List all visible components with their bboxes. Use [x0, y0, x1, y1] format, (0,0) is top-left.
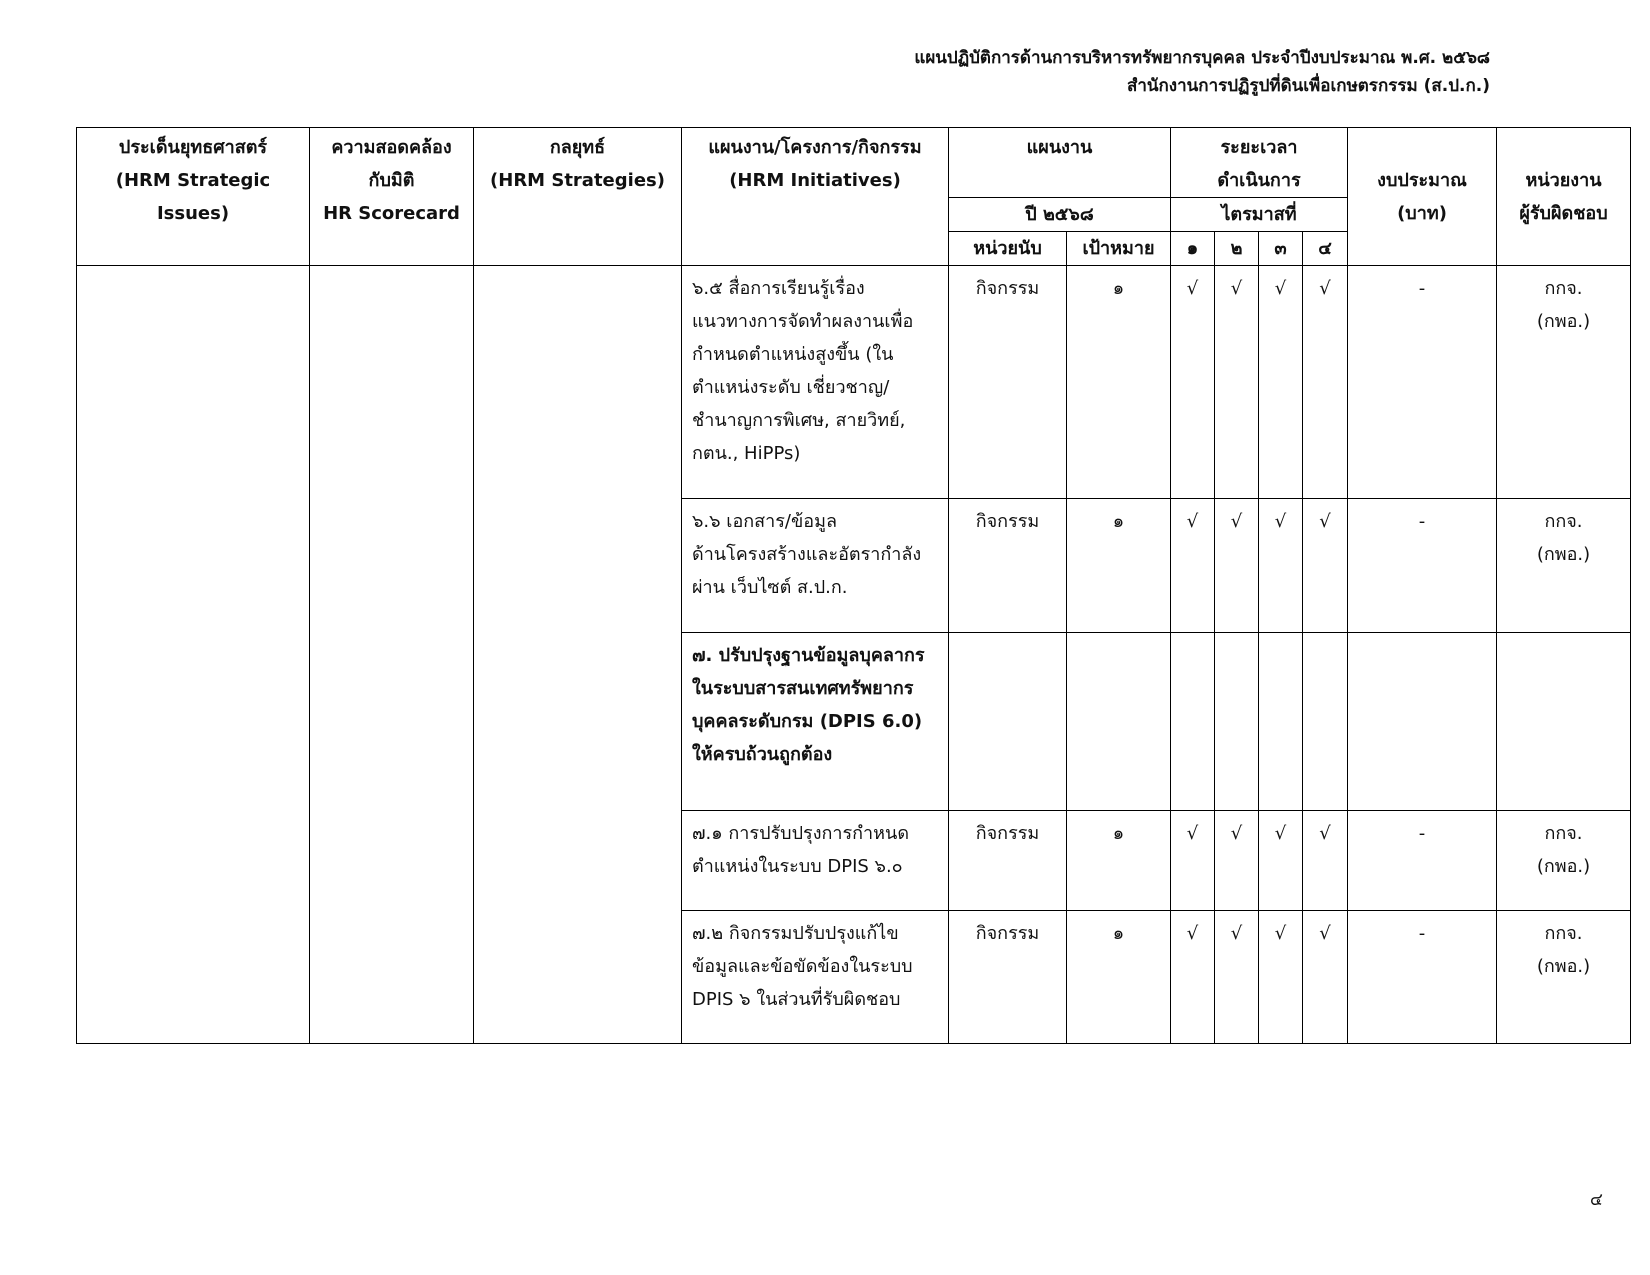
q1-check: [1171, 633, 1215, 811]
responsible-cell: กกจ. (กพอ.): [1497, 911, 1631, 1044]
target-cell: ๑: [1067, 266, 1171, 499]
q4-check: √: [1303, 911, 1348, 1044]
activity-heading-cell: ๗. ปรับปรุงฐานข้อมูลบุคลากร ในระบบสารสนเทศทรัพยากร บุคคลระดับกรม (DPIS 6.0) ให้ครบถ้วนถูกต้อง: [682, 633, 949, 811]
budget-cell: -: [1348, 499, 1497, 633]
q3-check: √: [1259, 499, 1303, 633]
q2-check: [1215, 633, 1259, 811]
unit-cell: กิจกรรม: [949, 811, 1067, 911]
q2-check: √: [1215, 911, 1259, 1044]
unit-cell: กิจกรรม: [949, 499, 1067, 633]
report-title: แผนปฏิบัติการด้านการบริหารทรัพยากรบุคคล ประจำปีงบประมาณ พ.ศ. ๒๕๖๘: [914, 48, 1490, 68]
responsible-cell: กกจ. (กพอ.): [1497, 811, 1631, 911]
q1-check: √: [1171, 266, 1215, 499]
header-budget: งบประมาณ (บาท): [1348, 128, 1497, 266]
q4-check: √: [1303, 811, 1348, 911]
target-cell: [1067, 633, 1171, 811]
page-number: ๔: [1590, 1190, 1603, 1210]
header-quarter: ไตรมาสที่: [1171, 198, 1348, 232]
strategy-cell: [474, 266, 682, 1044]
target-cell: ๑: [1067, 811, 1171, 911]
responsible-cell: กกจ. (กพอ.): [1497, 266, 1631, 499]
header-q2: ๒: [1215, 232, 1259, 266]
target-cell: ๑: [1067, 499, 1171, 633]
header-q4: ๔: [1303, 232, 1348, 266]
budget-cell: -: [1348, 811, 1497, 911]
header-target: เป้าหมาย: [1067, 232, 1171, 266]
q3-check: [1259, 633, 1303, 811]
target-cell: ๑: [1067, 911, 1171, 1044]
q2-check: √: [1215, 811, 1259, 911]
q4-check: √: [1303, 499, 1348, 633]
budget-cell: -: [1348, 266, 1497, 499]
responsible-cell: กกจ. (กพอ.): [1497, 499, 1631, 633]
q2-check: √: [1215, 266, 1259, 499]
header-plan: แผนงาน: [949, 128, 1171, 198]
header-q1: ๑: [1171, 232, 1215, 266]
table-row: [77, 266, 1631, 499]
header-hr-scorecard: ความสอดคล้อง กับมิติ HR Scorecard: [310, 128, 474, 266]
activity-cell: ๗.๑ การปรับปรุงการกำหนด ตำแหน่งในระบบ DPIS ๖.๐: [682, 811, 949, 911]
hrm-plan-table: [76, 127, 1631, 1044]
hr-scorecard-cell: [310, 266, 474, 1044]
q4-check: [1303, 633, 1348, 811]
strategic-issue-cell: [77, 266, 310, 1044]
q2-check: √: [1215, 499, 1259, 633]
q3-check: √: [1259, 266, 1303, 499]
header-strategic-issues: ประเด็นยุทธศาสตร์ (HRM Strategic Issues): [77, 128, 310, 266]
header-q3: ๓: [1259, 232, 1303, 266]
q3-check: √: [1259, 811, 1303, 911]
agency-name: สำนักงานการปฏิรูปที่ดินเพื่อเกษตรกรรม (ส.ป.ก.): [1126, 76, 1490, 96]
budget-cell: -: [1348, 911, 1497, 1044]
responsible-cell: [1497, 633, 1631, 811]
q4-check: √: [1303, 266, 1348, 499]
header-year: ปี ๒๕๖๘: [949, 198, 1171, 232]
unit-cell: [949, 633, 1067, 811]
activity-cell: ๖.๕ สื่อการเรียนรู้เรื่อง แนวทางการจัดทำผลงานเพื่อ กำหนดตำแหน่งสูงขึ้น (ใน ตำแหน่งระดับ เชี่ยวชาญ/ ชำนาญการพิเศษ, สายวิทย์, กตน., HiPPs): [682, 266, 949, 499]
unit-cell: กิจกรรม: [949, 911, 1067, 1044]
header-responsible: หน่วยงาน ผู้รับผิดชอบ: [1497, 128, 1631, 266]
header-strategies: กลยุทธ์ (HRM Strategies): [474, 128, 682, 266]
q1-check: √: [1171, 811, 1215, 911]
budget-cell: [1348, 633, 1497, 811]
header-initiatives: แผนงาน/โครงการ/กิจกรรม (HRM Initiatives): [682, 128, 949, 266]
q3-check: √: [1259, 911, 1303, 1044]
q1-check: √: [1171, 911, 1215, 1044]
activity-cell: ๖.๖ เอกสาร/ข้อมูล ด้านโครงสร้างและอัตรากำลัง ผ่าน เว็บไซต์ ส.ป.ก.: [682, 499, 949, 633]
header-unit: หน่วยนับ: [949, 232, 1067, 266]
activity-cell: ๗.๒ กิจกรรมปรับปรุงแก้ไข ข้อมูลและข้อขัดข้องในระบบ DPIS ๖ ในส่วนที่รับผิดชอบ: [682, 911, 949, 1044]
unit-cell: กิจกรรม: [949, 266, 1067, 499]
header-period: ระยะเวลา ดำเนินการ: [1171, 128, 1348, 198]
q1-check: √: [1171, 499, 1215, 633]
